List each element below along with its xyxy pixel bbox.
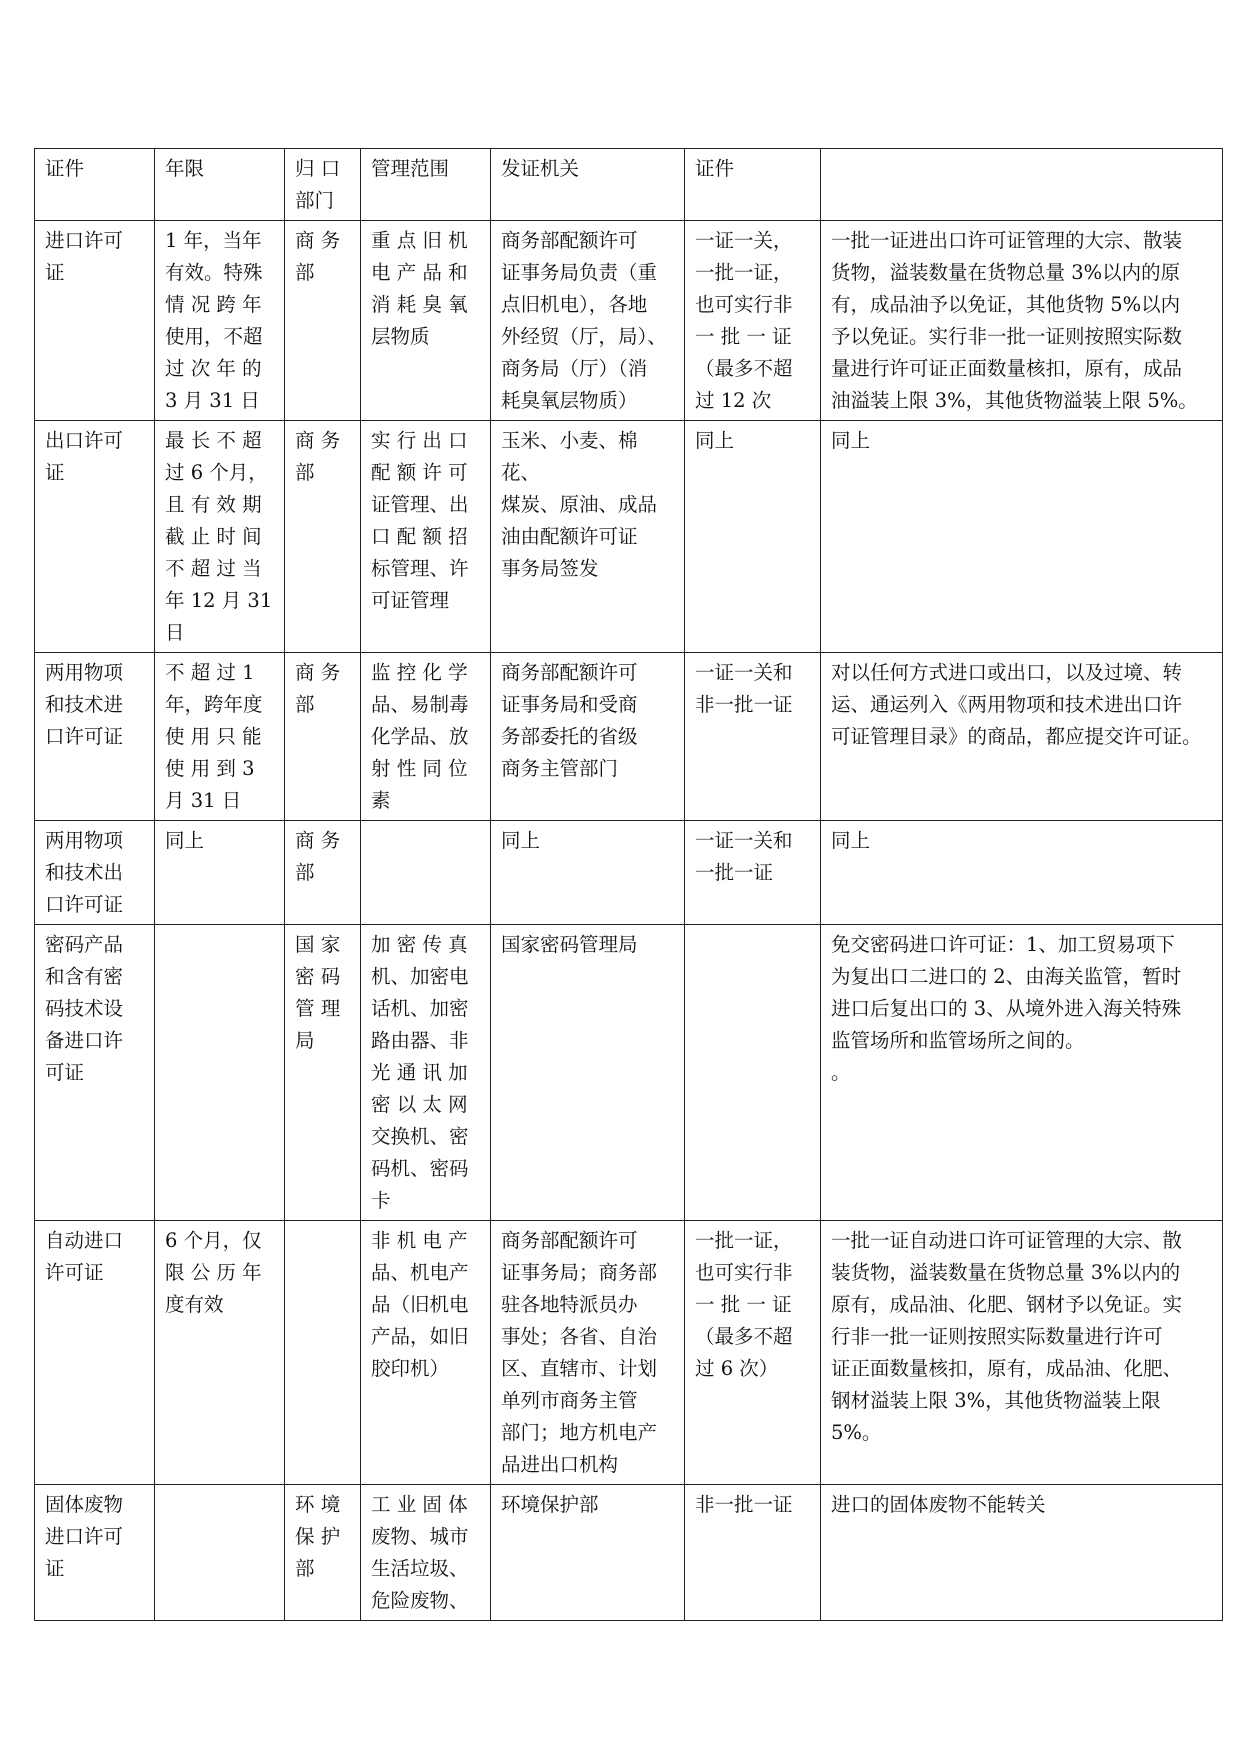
cell-notes: 同上 [821, 821, 1223, 925]
table-row [35, 1221, 1223, 1485]
cell-department: 商 务 部 [285, 221, 361, 421]
cell-duration [155, 925, 285, 1221]
cell-issuer: 环境保护部 [491, 1485, 685, 1621]
cell-license-name: 两用物项 和技术进 口许可证 [35, 653, 155, 821]
header-cell-department: 归 口 部门 [285, 149, 361, 221]
cell-license-mode: 一批一证， 也可实行非 一 批 一 证 （最多不超 过 6 次） [685, 1221, 821, 1485]
license-table [34, 148, 1223, 1621]
cell-duration: 1 年，当年 有效。特殊 情 况 跨 年 使用，不超 过 次 年 的 3 月 31 日 [155, 221, 285, 421]
header-cell-duration: 年限 [155, 149, 285, 221]
cell-department: 商 务 部 [285, 421, 361, 653]
cell-issuer: 商务部配额许可 证事务局和受商 务部委托的省级 商务主管部门 [491, 653, 685, 821]
cell-issuer: 同上 [491, 821, 685, 925]
cell-department: 商 务 部 [285, 653, 361, 821]
header-cell-scope: 管理范围 [361, 149, 491, 221]
cell-duration: 最 长 不 超 过 6 个月， 且 有 效 期 截 止 时 间 不 超 过 当 年 12 月 31 日 [155, 421, 285, 653]
cell-department: 国 家 密 码 管 理 局 [285, 925, 361, 1221]
cell-license-name: 固体废物 进口许可 证 [35, 1485, 155, 1621]
table-row [35, 1485, 1223, 1621]
cell-license-name: 进口许可 证 [35, 221, 155, 421]
header-cell-issuer: 发证机关 [491, 149, 685, 221]
header-row [35, 149, 1223, 221]
cell-license-mode: 非一批一证 [685, 1485, 821, 1621]
header-cell-license: 证件 [35, 149, 155, 221]
cell-duration: 不 超 过 1 年，跨年度 使 用 只 能 使 用 到 3 月 31 日 [155, 653, 285, 821]
cell-scope: 加 密 传 真 机、加密电 话机、加密 路由器、非 光 通 讯 加 密 以 太 网 交换机、密 码机、密码 卡 [361, 925, 491, 1221]
cell-issuer: 玉米、小麦、棉花、 煤炭、原油、成品 油由配额许可证 事务局签发 [491, 421, 685, 653]
table-body [35, 149, 1223, 1621]
cell-license-mode: 一证一关和 非一批一证 [685, 653, 821, 821]
table-row [35, 821, 1223, 925]
cell-scope: 非 机 电 产 品、机电产 品（旧机电 产品，如旧 胶印机） [361, 1221, 491, 1485]
cell-license-mode [685, 925, 821, 1221]
table-row [35, 925, 1223, 1221]
cell-scope: 实 行 出 口 配 额 许 可 证管理、出 口 配 额 招 标管理、许 可证管理 [361, 421, 491, 653]
table-row [35, 653, 1223, 821]
cell-department: 商 务 部 [285, 821, 361, 925]
cell-license-name: 两用物项 和技术出 口许可证 [35, 821, 155, 925]
cell-license-mode: 一证一关和 一批一证 [685, 821, 821, 925]
cell-department [285, 1221, 361, 1485]
cell-duration: 6 个月，仅 限 公 历 年 度有效 [155, 1221, 285, 1485]
cell-scope [361, 821, 491, 925]
cell-notes: 免交密码进口许可证：1、加工贸易项下 为复出口二进口的 2、由海关监管，暂时 进口后复出口的 3、从境外进入海关特殊 监管场所和监管场所之间的。 。 [821, 925, 1223, 1221]
cell-notes: 一批一证进出口许可证管理的大宗、散装 货物，溢装数量在货物总量 3%以内的原 有，成品油予以免证，其他货物 5%以内 予以免证。实行非一批一证则按照实际数 量进行许可证正面数量核扣，原有，成品 油溢装上限 3%，其他货物溢装上限 5%。 [821, 221, 1223, 421]
cell-license-name: 出口许可 证 [35, 421, 155, 653]
cell-notes: 一批一证自动进口许可证管理的大宗、散 装货物，溢装数量在货物总量 3%以内的 原有，成品油、化肥、钢材予以免证。实 行非一批一证则按照实际数量进行许可 证正面数量核扣，原有，成品油、化肥、 钢材溢装上限 3%，其他货物溢装上限 5%。 [821, 1221, 1223, 1485]
cell-notes: 对以任何方式进口或出口，以及过境、转 运、通运列入《两用物项和技术进出口许 可证管理目录》的商品，都应提交许可证。 [821, 653, 1223, 821]
cell-notes: 进口的固体废物不能转关 [821, 1485, 1223, 1621]
cell-department: 环 境 保 护 部 [285, 1485, 361, 1621]
header-cell-notes [821, 149, 1223, 221]
cell-license-mode: 一证一关， 一批一证， 也可实行非 一 批 一 证 （最多不超 过 12 次 [685, 221, 821, 421]
cell-scope: 重 点 旧 机 电 产 品 和 消 耗 臭 氧 层物质 [361, 221, 491, 421]
cell-issuer: 商务部配额许可 证事务局；商务部 驻各地特派员办 事处；各省、自治 区、直辖市、计划 单列市商务主管 部门；地方机电产 品进出口机构 [491, 1221, 685, 1485]
cell-duration [155, 1485, 285, 1621]
header-cell-license-mode: 证件 [685, 149, 821, 221]
cell-issuer: 商务部配额许可 证事务局负责（重 点旧机电），各地 外经贸（厅，局）、 商务局（厅）（消 耗臭氧层物质） [491, 221, 685, 421]
cell-license-name: 密码产品 和含有密 码技术设 备进口许 可证 [35, 925, 155, 1221]
cell-notes: 同上 [821, 421, 1223, 653]
table-row [35, 421, 1223, 653]
cell-duration: 同上 [155, 821, 285, 925]
table-row [35, 221, 1223, 421]
cell-license-mode: 同上 [685, 421, 821, 653]
cell-license-name: 自动进口 许可证 [35, 1221, 155, 1485]
cell-issuer: 国家密码管理局 [491, 925, 685, 1221]
cell-scope: 工 业 固 体 废物、城市 生活垃圾、 危险废物、 [361, 1485, 491, 1621]
cell-scope: 监 控 化 学 品、易制毒 化学品、放 射 性 同 位 素 [361, 653, 491, 821]
